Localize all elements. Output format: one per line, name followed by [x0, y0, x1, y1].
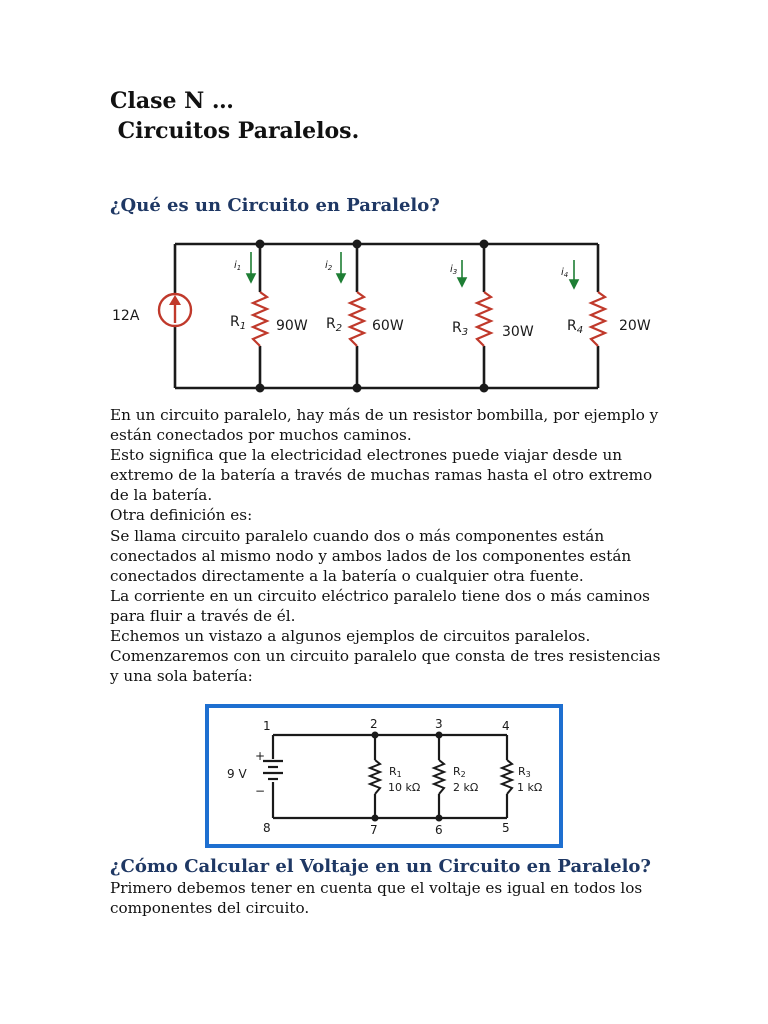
resistor-value-label: 30W	[502, 324, 534, 340]
source-current-label: 12A	[112, 308, 140, 324]
text-line: Echemos un vistazo a algunos ejemplos de circuitos paralelos.	[110, 627, 591, 646]
text-line: Primero debemos tener en cuenta que el voltaje es igual en todos los	[110, 879, 643, 897]
node-label: 7	[370, 823, 378, 837]
node-label: 3	[435, 717, 443, 731]
text-line: Otra definición es:	[110, 506, 253, 525]
node-label: 8	[263, 821, 271, 835]
resistor-label: $R_1$	[230, 314, 247, 332]
current-source-icon	[159, 294, 191, 326]
resistor-value-label: 20W	[619, 318, 651, 334]
battery-minus-label: −	[255, 784, 266, 798]
resistor-value-label: 90W	[276, 318, 308, 334]
document-title: Circuitos Paralelos.	[110, 118, 360, 144]
resistor-symbol	[253, 292, 267, 346]
resistor-value-label: 2 kΩ	[453, 781, 479, 794]
text-line: de la batería.	[110, 486, 213, 505]
resistor-label: R3	[518, 765, 531, 779]
text-line: conectados al mismo nodo y ambos lados de los componentes están	[110, 546, 632, 565]
resistor-symbol	[350, 292, 364, 346]
paragraph-parallel-definition	[110, 405, 670, 686]
text-line: para fluir a través de él.	[110, 606, 296, 625]
resistor-value-label: 60W	[372, 318, 404, 334]
current-label: $i_2$	[325, 260, 333, 272]
resistor-value-label: 10 kΩ	[388, 781, 421, 794]
resistor-value-label: 1 kΩ	[517, 781, 543, 794]
text-line: componentes del circuito.	[110, 899, 310, 918]
paragraph-voltage	[110, 878, 670, 918]
text-line: conectados directamente a la batería o cualquier otra fuente.	[110, 566, 584, 585]
resistor-label: R1	[389, 765, 402, 779]
text-line: Se llama circuito paralelo cuando dos o más componentes están	[110, 526, 605, 545]
text-line: Esto significa que la electricidad electrones puede viajar desde un	[110, 446, 623, 465]
node-label: 6	[435, 823, 443, 837]
resistor-label: $R_4$	[567, 318, 584, 336]
node-label: 5	[502, 821, 510, 835]
node-label: 2	[370, 717, 378, 731]
node-label: 1	[263, 719, 271, 733]
current-label: $i_3$	[450, 264, 458, 276]
text-line: Comenzaremos con un circuito paralelo que consta de tres resistencias	[110, 647, 661, 666]
resistor-label: $R_2$	[326, 316, 343, 334]
text-line: están conectados por muchos caminos.	[110, 426, 412, 445]
current-label: $i_4$	[561, 267, 569, 279]
battery-plus-label: +	[255, 749, 266, 763]
text-line: y una sola batería:	[110, 667, 253, 686]
parallel-circuit-diagram-1	[110, 235, 610, 395]
section-heading-calculate-voltage: ¿Cómo Calcular el Voltaje en un Circuito en Paralelo?	[110, 856, 651, 877]
current-label: $i_1$	[234, 260, 242, 272]
class-number-title: Clase N …	[110, 88, 234, 114]
section-heading-what-is-parallel: ¿Qué es un Circuito en Paralelo?	[110, 195, 440, 216]
text-line: La corriente en un circuito eléctrico paralelo tiene dos o más caminos	[110, 586, 650, 605]
resistor-symbol	[477, 292, 491, 346]
resistor-label: R2	[453, 765, 466, 779]
battery-voltage-label: 9 V	[227, 767, 247, 781]
resistor-label: $R_3$	[452, 320, 469, 338]
text-line: En un circuito paralelo, hay más de un resistor bombilla, por ejemplo y	[110, 406, 659, 424]
parallel-circuit-diagram-2	[205, 704, 565, 850]
node-label: 4	[502, 719, 510, 733]
resistor-symbol	[591, 292, 605, 346]
text-line: extremo de la batería a través de muchas ramas hasta el otro extremo	[110, 466, 653, 485]
